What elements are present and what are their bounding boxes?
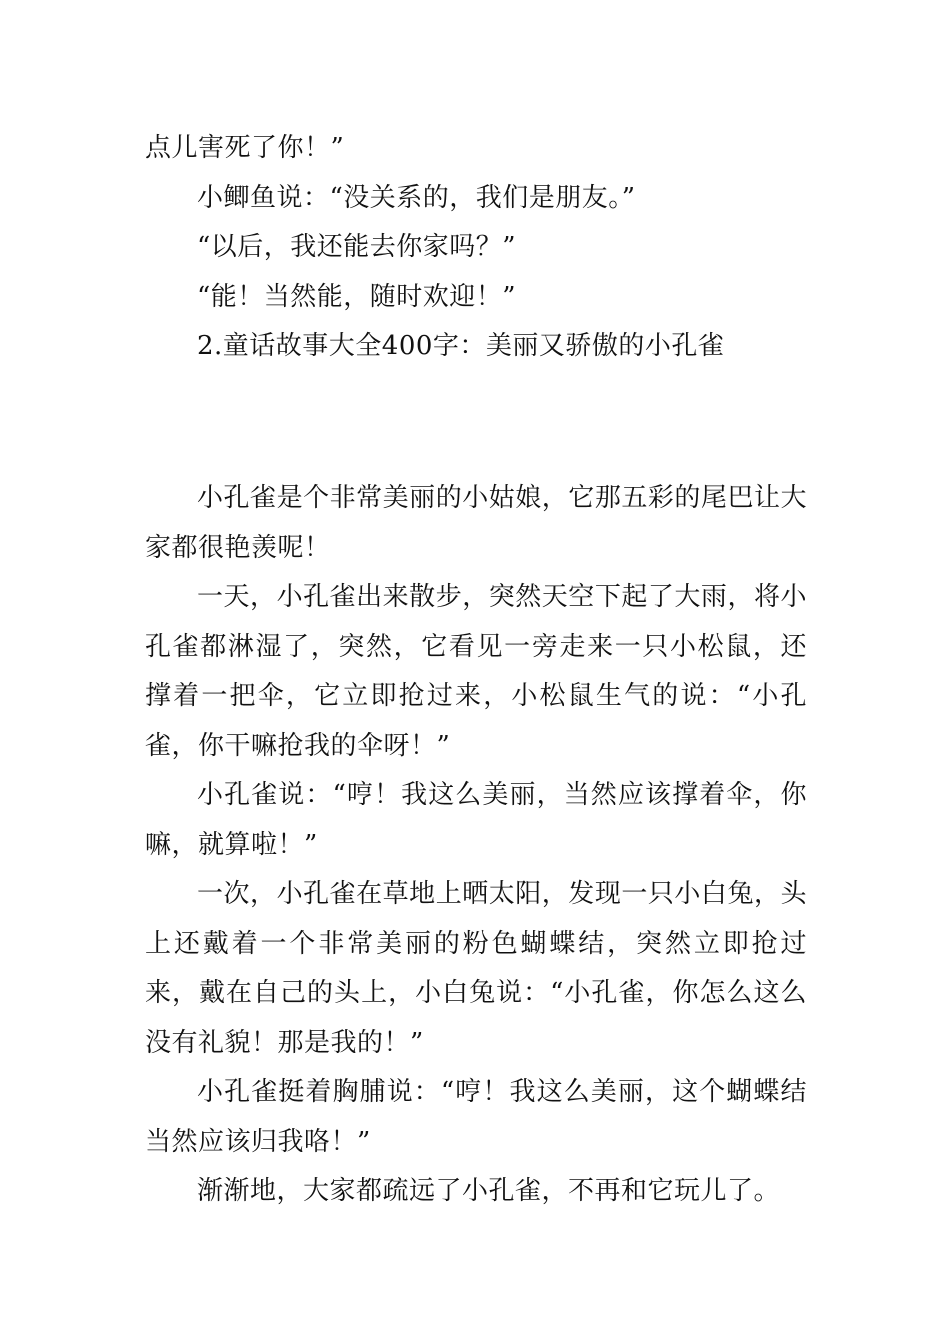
paragraph: 一次，小孔雀在草地上晒太阳，发现一只小白兔，头上还戴着一个非常美丽的粉色蝴蝶结，突然立即抢过来，戴在自己的头上，小白兔说：“小孔雀，你怎么这么没有礼貌！那是我的！” [145, 879, 807, 1058]
paragraph: 小孔雀挺着胸脯说：“哼！我这么美丽，这个蝴蝶结当然应该归我咯！” [145, 1077, 807, 1157]
story-body-section [145, 474, 807, 1217]
paragraph: 小孔雀说：“哼！我这么美丽，当然应该撑着伞，你嘛，就算啦！” [145, 780, 807, 860]
paragraph: 渐渐地，大家都疏远了小孔雀，不再和它玩儿了。 [197, 1176, 781, 1206]
paragraph: 小孔雀是个非常美丽的小姑娘，它那五彩的尾巴让大家都很艳羡呢！ [145, 483, 807, 563]
paragraph-dialogue: “能！当然能，随时欢迎！” [197, 281, 517, 312]
section-heading: 2.童话故事大全400字：美丽又骄傲的小孔雀 [197, 331, 725, 361]
paragraph-continuation: 点儿害死了你！” [145, 133, 345, 163]
paragraph: 一天，小孔雀出来散步，突然天空下起了大雨，将小孔雀都淋湿了，突然，它看见一旁走来一只小松鼠，还撑着一把伞，它立即抢过来，小松鼠生气的说：“小孔雀，你干嘛抢我的伞呀！” [145, 582, 807, 761]
paragraph-dialogue: 小鲫鱼说：“没关系的，我们是朋友。” [197, 182, 636, 213]
paragraph-dialogue: “以后，我还能去你家吗？” [197, 232, 517, 262]
story-ending-section [145, 124, 807, 372]
